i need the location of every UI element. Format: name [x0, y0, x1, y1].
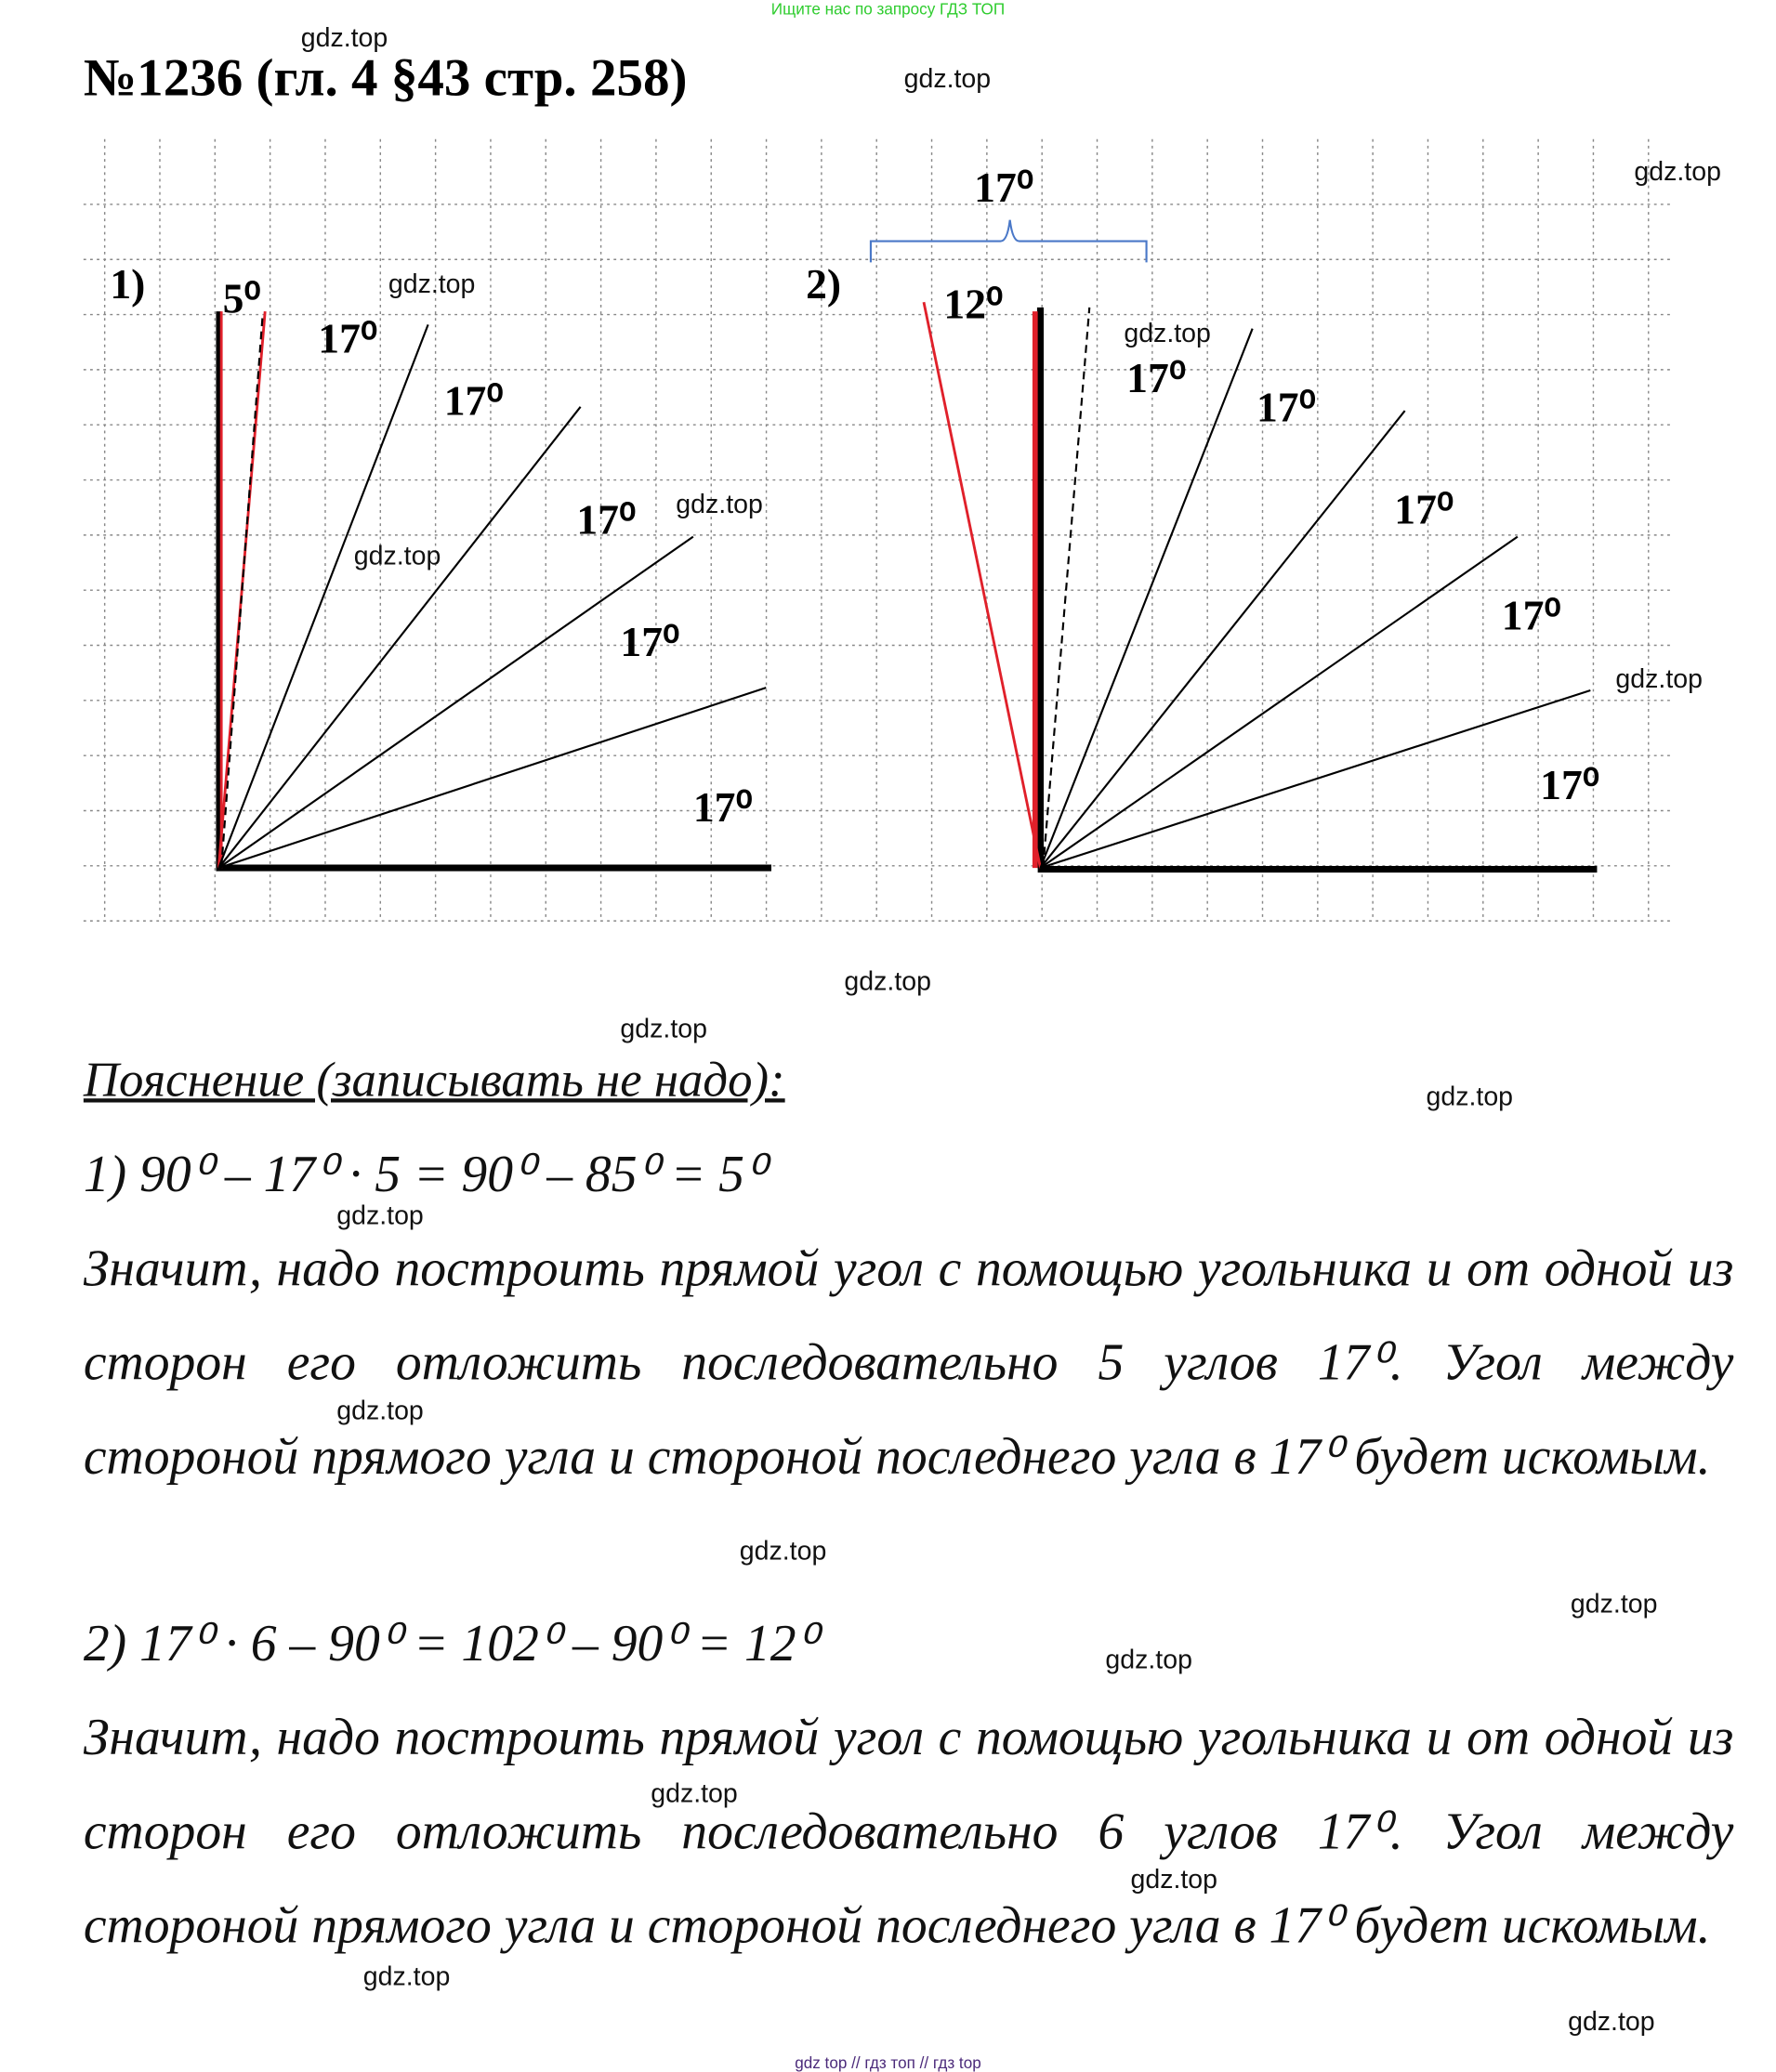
diagram-2-number: 2) [806, 259, 842, 308]
watermark: gdz.top [1426, 1082, 1514, 1112]
angle-label: 17⁰ [1256, 383, 1316, 431]
brace [871, 220, 1147, 263]
watermark: gdz.top [1615, 664, 1703, 695]
explanation-text-1: Значит, надо построить прямой угол с помощью угольника и от одной из сторон его отложить последовательно 5 углов 17⁰. Угол между стороной прямого угла и стороной последнего угла в 17⁰ будет искомым. [83, 1239, 1734, 1486]
angle-label: 17⁰ [1540, 760, 1600, 808]
watermark: gdz.top [1568, 2007, 1655, 2037]
diagram-1-number: 1) [110, 259, 146, 308]
watermark: gdz.top [300, 23, 388, 54]
angle-label: 12⁰ [943, 279, 1004, 328]
formula-2: 2) 17⁰ · 6 – 90⁰ = 102⁰ – 90⁰ = 12⁰ [83, 1615, 817, 1672]
watermark: gdz.top [1570, 1590, 1658, 1620]
footer-links[interactable]: gdz top // гдз топ // гдз top [795, 2053, 981, 2072]
angle-diagram [0, 0, 1776, 954]
angle-label: 17⁰ [443, 376, 504, 425]
brace-label: 17⁰ [974, 163, 1034, 211]
watermark: gdz.top [651, 1779, 738, 1809]
watermark: gdz.top [676, 490, 763, 520]
watermark: gdz.top [1634, 157, 1721, 188]
watermark: gdz.top [844, 967, 931, 997]
explanation-text-2: Значит, надо построить прямой угол с помощью угольника и от одной из сторон его отложить последовательно 6 углов 17⁰. Угол между стороной прямого угла и стороной последнего угла в 17⁰ будет искомым. [83, 1709, 1734, 1955]
angle-label: 17⁰ [620, 617, 680, 665]
formula-1: 1) 90⁰ – 17⁰ · 5 = 90⁰ – 85⁰ = 5⁰ [83, 1146, 766, 1203]
angle-label: 5⁰ [222, 274, 261, 322]
watermark: gdz.top [620, 1015, 707, 1044]
watermark: gdz.top [353, 542, 441, 571]
angle-label: 17⁰ [1126, 353, 1187, 402]
angle-label: 17⁰ [1501, 591, 1561, 639]
page-title: №1236 (гл. 4 §43 стр. 258) [83, 47, 688, 108]
watermark: gdz.top [362, 1962, 451, 1992]
watermark: gdz.top [336, 1397, 424, 1426]
watermark: gdz.top [903, 64, 992, 95]
watermark: gdz.top [336, 1201, 424, 1231]
watermark: gdz.top [388, 269, 476, 300]
watermark: gdz.top [739, 1537, 827, 1567]
watermark: gdz.top [1130, 1865, 1218, 1895]
angle-label: 17⁰ [318, 313, 378, 362]
angle-label: 17⁰ [1394, 484, 1454, 533]
top-banner[interactable]: Ищите нас по запросу ГДЗ ТОП [770, 0, 1006, 19]
watermark: gdz.top [1124, 319, 1211, 349]
angle-label: 17⁰ [576, 495, 637, 544]
watermark: gdz.top [1105, 1646, 1192, 1675]
angle-label: 17⁰ [692, 782, 753, 832]
explanation-heading: Пояснение (записывать не надо): [83, 1053, 785, 1108]
